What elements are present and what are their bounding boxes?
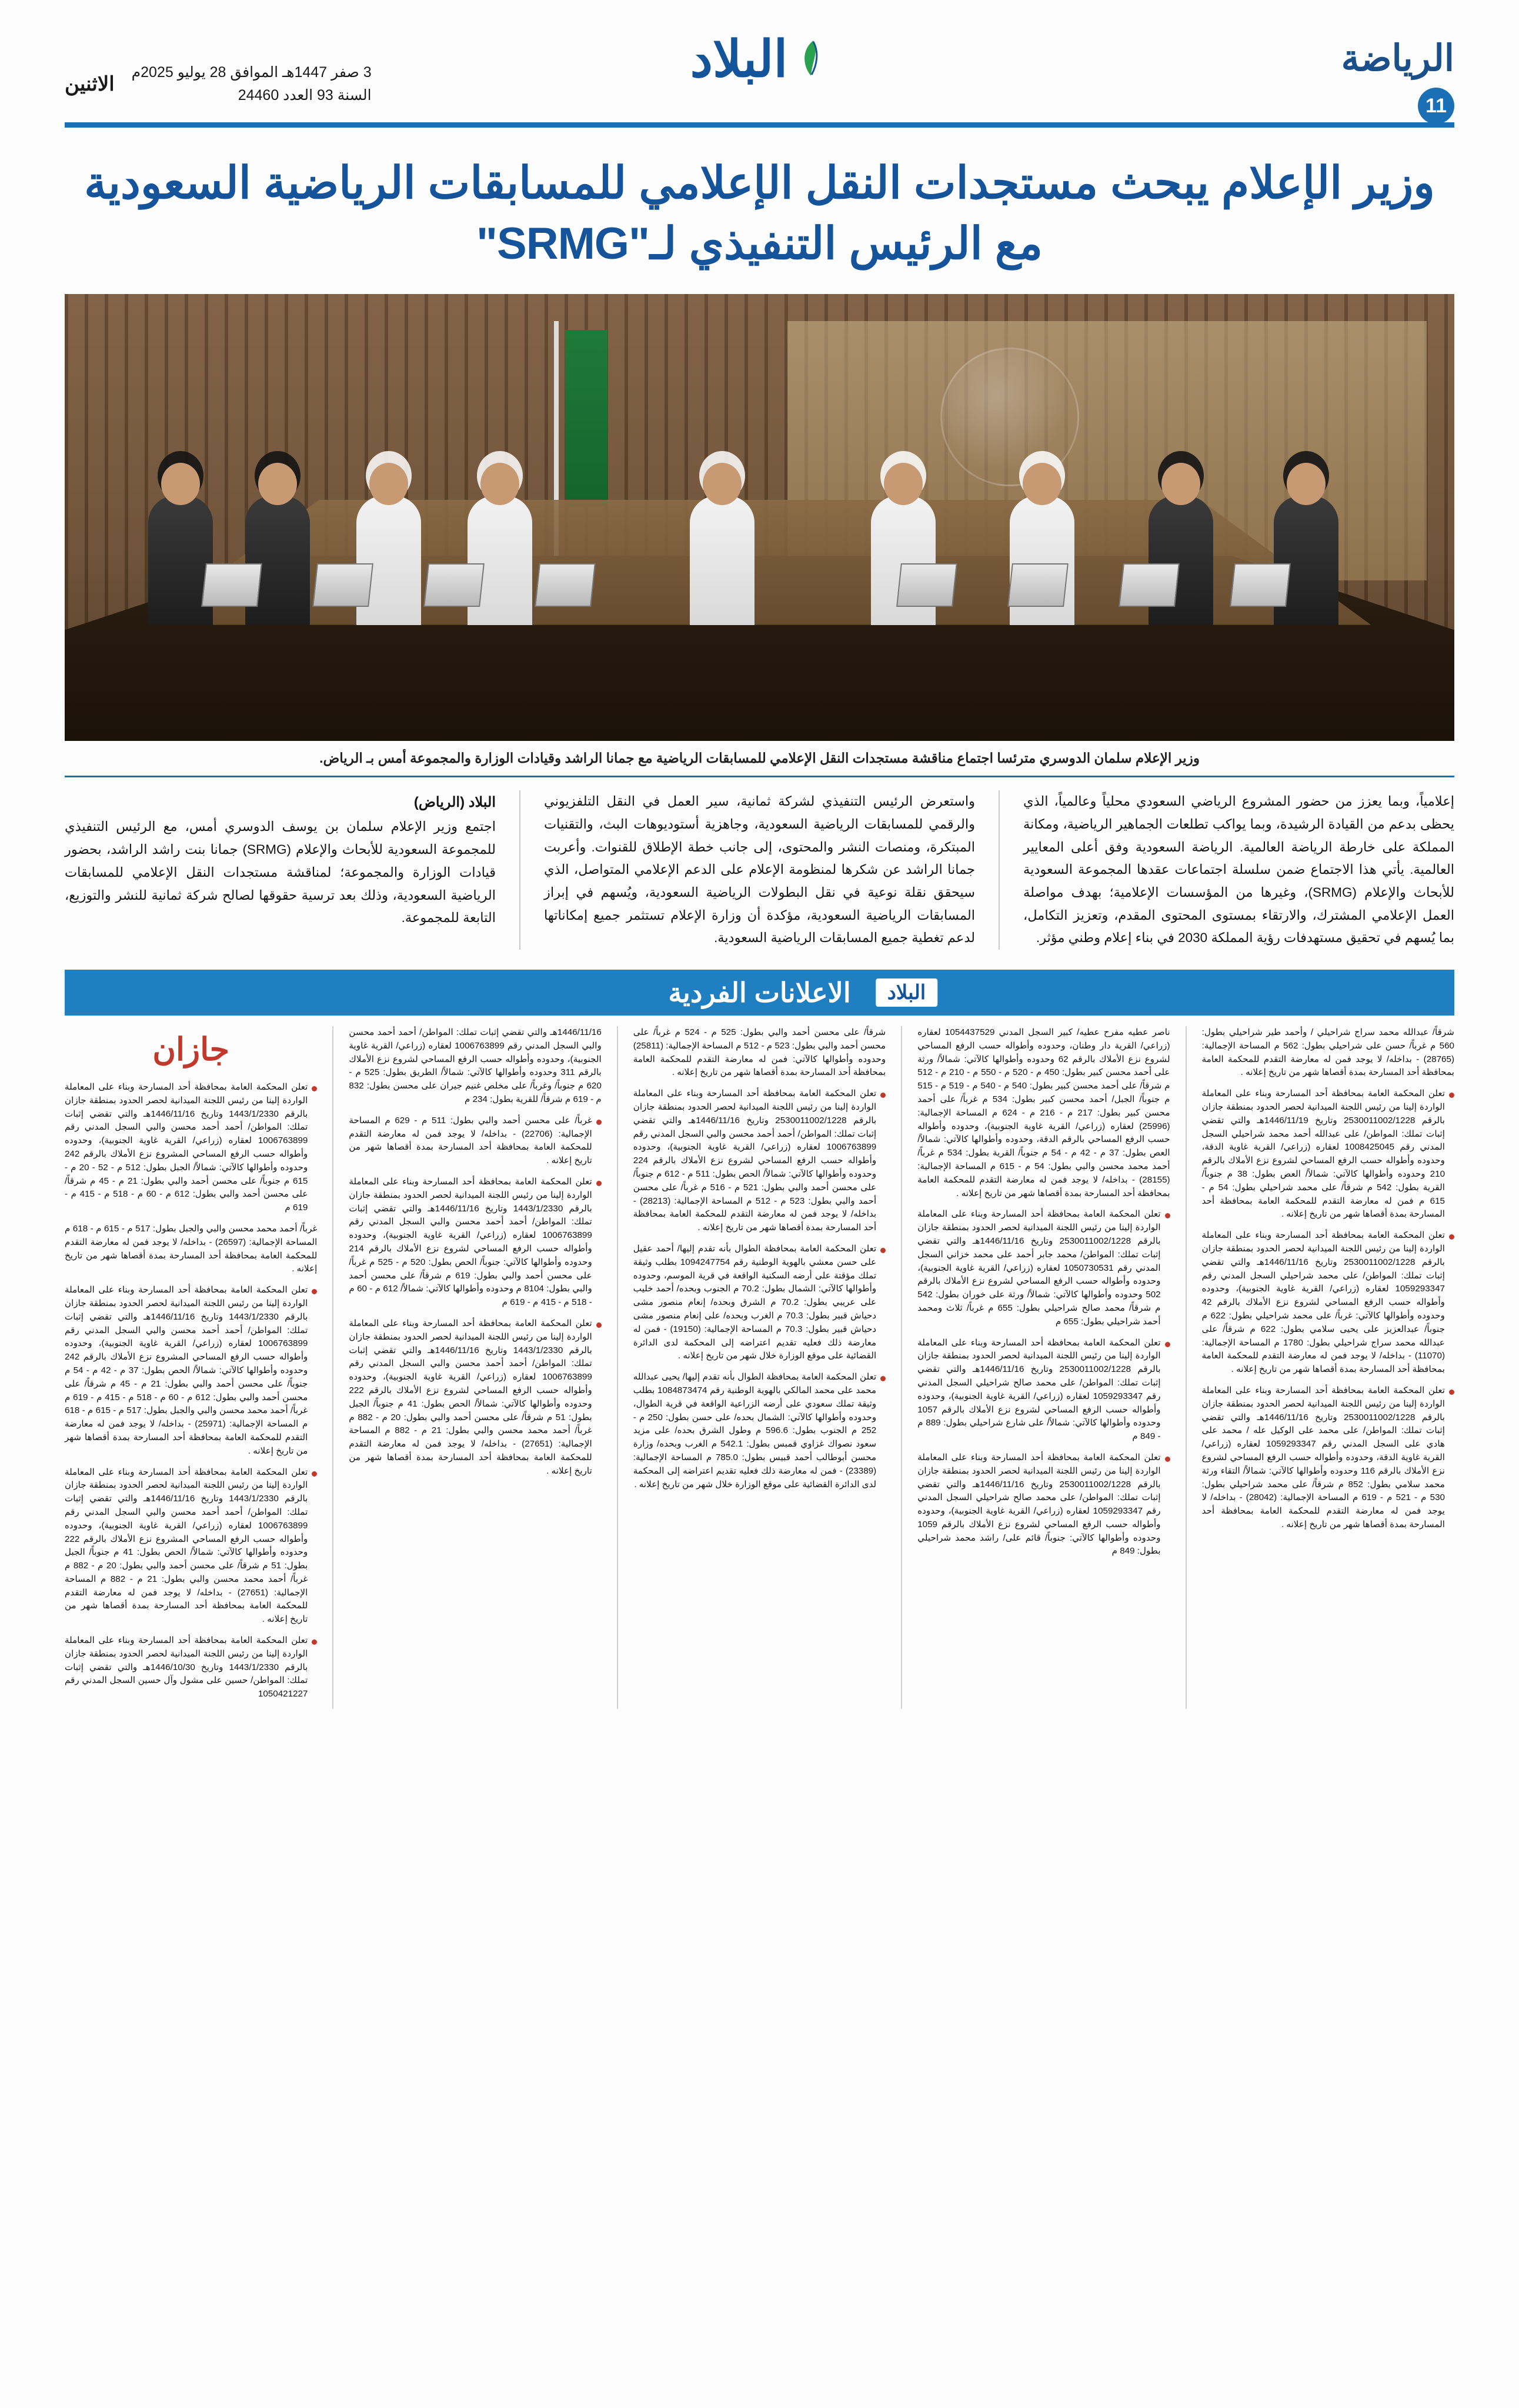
masthead	[65, 0, 1454, 118]
list-item: تعلن المحكمة العامة بمحافظة أحد المسارحة وبناء على المعاملة الواردة إلينا من رئيس اللجنة الميدانية لحصر الحدود بمنطقة جازان بالرقم 1443/1/2330 وتاريخ 1446/11/16هـ والتي تقضي إثبات تملك: المواطن/ أحمد أحمد محسن والبي السجل المدني رقم 1006763899 لعقاره (زراعي/ القرية غاوية الجنوبية)، وحدوده وأطواله حسب الرفع المساحي المشروع نزع الأملاك بالرقم 222 وحدوده وأطوالها كالآتي: شمالاً/ الحص بطول: 41 م جنوباً/ الجبل بطول: 51 م شرقاً/ على محسن أحمد والبي بطول: 20 م - 882 م غرباً/ أحمد محمد محسن والبي بطول: 21 م - 882 م المساحة الإجمالية: (27651) - بداخله/ لا يوجد فمن له معارضة التقدم للمحكمة العامة بمحافظة أحد المسارحة بمدة أقصاها شهر من تاريخ إعلانه .	[65, 1466, 317, 1627]
masthead-rule	[65, 122, 1454, 128]
list-item: غرباً/ على محسن أحمد والبي بطول: 511 م - 629 م المساحة الإجمالية: (22706) - بداخله/ لا يوجد فمن له معارضة التقدم للمحكمة العامة بمحافظة أحد المسارحة بمدة أقصاها شهر من تاريخ إعلانه .	[349, 1114, 601, 1168]
classifieds-logo: البلاد	[876, 978, 938, 1007]
column-separator	[901, 1026, 902, 1709]
newspaper-logo	[690, 31, 829, 88]
logo-leaf-icon	[796, 38, 829, 81]
article-headline: وزير الإعلام يبحث مستجدات النقل الإعلامي للمسابقات الرياضية السعودية مع الرئيس التنفيذي لـ"SRMG"	[84, 158, 1435, 269]
list-item: تعلن المحكمة العامة بمحافظة أحد المسارحة وبناء على المعاملة الواردة إلينا من رئيس اللجنة الميدانية لحصر الحدود بمنطقة جازان بالرقم 1443/1/2330 وتاريخ 1446/11/16هـ والتي تقضي إثبات تملك: المواطن/ أحمد أحمد محسن والبي السجل المدني رقم 1006763899 لعقاره (زراعي/ القرية غاوية الجنوبية)، وحدوده وأطواله حسب الرفع المساحي لشروع نزع الأملاك بالرقم 222 وحدوده وأطوالها كالآتي: شمالاً/ الحص بطول: 41 م جنوباً/ الجبل بطول: 51 م شرقاً/ على محسن أحمد والبي بطول: 20 م - 882 م غرباً/ أحمد محمد محسن والبي بطول: 21 م - 882 م المساحة الإجمالية: (27651) - بداخله/ لا يوجد فمن له معارضة التقدم للمحكمة العامة بمحافظة أحد المسارحة بمدة أقصاها شهر من تاريخ إعلانه .	[349, 1317, 601, 1478]
list-item: تعلن المحكمة العامة بمحافظة أحد المسارحة وبناء على المعاملة الواردة إلينا من رئيس اللجنة الميدانية لحصر الحدود بمنطقة جازان بالرقم 2530011002/1228 وتاريخ 1446/11/16هـ والتي تقضي إثبات تملك: المواطن/ أحمد أحمد محسن والبي السجل المدني رقم 1006763899 لعقاره (زراعي/ القرية غاوية الجنوبية)، وحدوده وأطواله حسب الرفع المساحي لشروع نزع الأملاك بالرقم 224 وحدوده وأطوالها كالآتي: شمالاً/ الحص بطول: 511 م - 612 م جنوباً/ على محسن أحمد والبي بطول: 521 م - 516 م غرباً/ على محسن أحمد والبي بطول: 523 م - 512 م المساحة الإجمالية: (28213) - بداخله/ لا يوجد فمن له معارضة التقدم للمحكمة العامة بمحافظة أحد المسارحة بمدة أقصاها شهر من تاريخ إعلانه .	[633, 1087, 886, 1235]
list-item: تعلن المحكمة العامة بمحافظة أحد المسارحة وبناء على المعاملة الواردة إلينا من رئيس اللجنة الميدانية لحصر الحدود بمنطقة جازان بالرقم 2530011002/1228 وتاريخ 1446/11/19هـ والتي تقضي إثبات تملك: المواطن/ على عبدالله أحمد محمد شراحيلي السجل المدني رقم 1008425045 لعقاره (زراعي/ القرية غاوية الدقة، وحدوده وأطواله حسب الرفع المساحي لشروع نزع الأملاك بالرقم 210 وحدوده وأطوالها كالآتي: شمالاً/ العص بطول: 38 م جنوباً/ القرية بطول: 542 م شرقاً/ على محمد شراحيلي بطول: 54 م - 615 م فمن له معارضة التقدم للمحكمة العامة بمحافظة أحد المسارحة بمدة أقصاها شهر من تاريخ إعلانه .	[1202, 1087, 1454, 1221]
list-item: 1446/11/16هـ والتي تقضي إثبات تملك: المواطن/ أحمد أحمد محسن والبي السجل المدني رقم 1006763899 لعقاره (زراعي/ القرية غاوية الجنوبية)، وحدوده وأطواله حسب الرفع المساحي لشروع نزع الأملاك بالرقم 311 وحدوده وأطوالها كالآتي: شمالاً/ الطريق بطول: 525 م - 620 م جنوباً/ وغرباً/ على مخلص غنيم جيران على محسن بطول: 832 م - 619 م شرقاً/ للقرية بطول: 234 م	[349, 1027, 602, 1104]
weekday-label: الاثنين	[65, 72, 115, 95]
list-item: تعلن المحكمة العامة بمحافظة أحد المسارحة وبناء على المعاملة الواردة إلينا من رئيس اللجنة الميدانية لحصر الحدود بمنطقة جازان بالرقم 2530011002/1228 وتاريخ 1446/11/16هـ والتي تقضي إثبات تملك: المواطن/ محمد جابر أحمد على محمد خزاني السجل المدني رقم 1050730531 لعقاره (زراعي/ القرية غاوية الجنوبية)، وحدوده وأطواله حسب الرفع المساحي لشروع نزع الأملاك بالرقم 502 وحدوده وأطوالها كالآتي: شمالاً/ ورثة على خوران بطول: 542 م شرقاً/ محمد صالح شراحيلي بطول: 655 م غرباً/ ثلاث ومحمد أحمد شراحيلي بطول: 655 م	[917, 1208, 1170, 1328]
logo-text: البلاد	[690, 31, 788, 88]
list-item: تعلن المحكمة العامة بمحافظة الطوال بأنه تقدم إليها/ أحمد عقيل على حسن معشي بالهوية الوطنية رقم 1094247754 بطلب وثيقة تملك مؤقتة على أرضه السكنية الواقعة في قرية الموسم، وحدوده وأطوالها كالآتي: الشمال بطول: 70.2 م الجنوب وبحده/ أحمد خليب على عريبي بطول: 70.2 م الشرق وبحده/ إنعام منصور مشى دحياش قبير بطول: 70.3 م الغرب وبحده/ على إنعام منصور مشى دحياش قبير بطول: 70.3 م المساحة الإجمالية: (19150) - فمن له معارضة ذلك فعليه تقديم اعتراضه إلى المحكمة لدى الدائرة القضائية على موقع الوزارة خلال شهر من تاريخ إعلانه .	[633, 1243, 886, 1363]
masthead-right	[1341, 38, 1454, 124]
lead-column-3-body: اجتمع وزير الإعلام سلمان بن يوسف الدوسري أمس، مع الرئيس التنفيذي للمجموعة السعودية للأبحاث والإعلام (SRMG) جمانا بنت راشد الراشد، بحضور قيادات الوزارة والمجموعة؛ لمناقشة مستجدات النقل الإعلامي للمسابقات الرياضية السعودية، وذلك بعد ترسية حقوقها لصالح شركة ثمانية للنشر والتوزيع، التابعة للمجموعة.	[65, 819, 496, 926]
list-item: تعلن المحكمة العامة بمحافظة أحد المسارحة وبناء على المعاملة الواردة إلينا من رئيس اللجنة الميدانية لحصر الحدود بمنطقة جازان بالرقم 2530011002/1228 وتاريخ 1446/11/16هـ والتي تقضي إثبات تملك: المواطن/ على محمد شراحيلي السجل المدني رقم 1059293347 لعقاره (زراعي/ القرية غاوية الجنوبية)، وحدوده وأطواله حسب الرفع المساحي لشروع نزع الأملاك بالرقم 42 وحدوده وأطوالها كالآتي: غرباً/ على محمد شراحيلي بطول: 622 م جنوباً/ عبدالعزيز على يحيى سلامي بطول: 622 م شرقاً/ على عبدالله محمد سراج شراحيلي بطول: 1780 م المساحة الإجمالية: (11070) - بداخله/ لا يوجد فمن له معارضة التقدم للمحكمة العامة بمحافظة أحد المسارحة بمدة أقصاها شهر من تاريخ إعلانه .	[1202, 1229, 1454, 1377]
classifieds-column-3	[633, 1026, 886, 1709]
classifieds-region-title: جازان	[152, 1032, 229, 1067]
column-separator	[1186, 1026, 1187, 1709]
list-item: تعلن المحكمة العامة بمحافظة أحد المسارحة وبناء على المعاملة الواردة إلينا من رئيس اللجنة الميدانية لحصر الحدود بمنطقة جازان بالرقم 1443/1/2330 وتاريخ 1446/11/16هـ والتي تقضي إثبات تملك: المواطن/ أحمد أحمد محسن والبي السجل المدني رقم 1006763899 لعقاره (زراعي/ القرية غاوية الجنوبية)، وحدوده وأطواله حسب الرفع المساحي المشروع نزع الأملاك بالرقم 242 وحدوده وأطوالها كالآتي: شمالاً/ الحص بطول: 37 م - 42 م - 54 م جنوباً/ على محسن أحمد والبي بطول: 21 م - 45 م شرقاً/ على محسن أحمد والبي بطول: 612 م - 60 م - 518 م - 415 م - 619 م غرباً/ أحمد محمد محسن والبي والجبل بطول: 517 م - 615 م - 618 م المساحة الإجمالية: (25971) - بداخله/ لا يوجد فمن له معارضة التقدم للمحكمة العامة بمحافظة أحد المسارحة بمدة أقصاها شهر من تاريخ إعلانه .	[65, 1284, 317, 1458]
page-number-badge: 11	[1418, 88, 1454, 124]
list-item: تعلن المحكمة العامة بمحافظة أحد المسارحة وبناء على المعاملة الواردة إلينا من رئيس اللجنة الميدانية لحصر الحدود بمنطقة جازان بالرقم 1443/1/2330 وتاريخ 1446/11/16هـ والتي تقضي إثبات تملك: المواطن/ أحمد أحمد محسن والبي السجل المدني رقم 1006763899 لعقاره (زراعي/ القرية غاوية الجنوبية)، وحدوده وأطواله حسب الرفع المساحي المشروع نزع الأملاك بالرقم 242 وحدوده وأطوالها كالآتي: شمالاً/ الجبل بطول: 512 م - 52 - 20 م - 615 م جنوباً/ على محسن أحمد والبي بطول: 21 م - 45 م شرقاً/ على محسن أحمد والبي بطول: 612 م - 60 م - 518 م - 415 م - 619 م	[65, 1081, 317, 1215]
classifieds-column-1	[65, 1026, 317, 1709]
classifieds-column-2	[349, 1026, 601, 1709]
classifieds-column-5	[1202, 1026, 1454, 1709]
list-item: غرباً/ أحمد محمد محسن والبي والجبل بطول: 517 م - 615 م - 618 م المساحة الإجمالية: (26597) - بداخله/ لا يوجد فمن له معارضة التقدم للمحكمة العامة بمحافظة أحد المسارحة بمدة أقصاها شهر من تاريخ إعلانه .	[64, 1223, 318, 1274]
lead-byline: البلاد (الرياض)	[413, 794, 496, 811]
list-item: تعلن المحكمة العامة بمحافظة أحد المسارحة وبناء على المعاملة الواردة إلينا من رئيس اللجنة الميدانية لحصر الحدود بمنطقة جازان بالرقم 2530011002/1228 وتاريخ 1446/11/16هـ والتي تقضي إثبات تملك: المواطن/ على محمد على الوكيل عله / محمد على هادي على السجل المدني رقم 1059293347 لعقاره (زراعي/ القرية غاوية الدقة، وحدوده وأطواله حسب الرفع المساحي لشروع نزع الأملاك بالرقم 116 وحدوده وأطوالها كالآتي: شمالاً/ التقاء ورثة محمد سلامي بطول: 852 م شرقاً/ على محمد شراحيلي بطول: 530 م - 521 م - 619 م المساحة الإجمالية: (28042) - بداخله/ لا يوجد فمن له معارضة التقدم للمحكمة العامة بمحافظة أحد المسارحة بمدة أقصاها شهر من تاريخ إعلانه .	[1202, 1384, 1454, 1532]
list-item: تعلن المحكمة العامة بمحافظة الطوال بأنه تقدم إليها/ يحيى عبدالله محمد على محمد المالكي بالهوية الوطنية رقم 1084873474 بطلب وثيقة تملك سعودي على أرضه الزراعية الواقعة في قرية الطوال، وحدوده وأطوالها كالآتي: الشمال بحده/ على حسن بطول: 250 م - 252 م الجنوب بطول: 596.6 م وطول الشرق بحده/ على مزيد سعود نصواك غزاوي قمبس بطول: 542.1 م الغرب وبحده/ وزارة محسن أبوطالب أحمد قبيس بطول: 785.0 م المساحة الإجمالية: (23389) - فمن له معارضة ذلك فعليه تقديم اعتراضه إلى المحكمة لدى الدائرة القضائية على موقع الوزارة خلال شهر من تاريخ إعلانه .	[633, 1371, 886, 1491]
list-item: تعلن المحكمة العامة بمحافظة أحد المسارحة وبناء على المعاملة الواردة إلينا من رئيس اللجنة الميدانية لحصر الحدود بمنطقة جازان بالرقم 2530011002/1228 وتاريخ 1446/11/16هـ والتي تقضي إثبات تملك: المواطن/ على محمد صالح شراحيلي السجل المدني رقم 1059293347 لعقاره (زراعي/ القرية غاوية الجنوبية)، وحدوده وأطواله حسب الرفع المساحي لشروع نزع الأملاك بالرقم 1057 وحدوده وأطوالها كالآتي: شمالاً/ على شارع شراحيلي بطول: 889 م - 849 م	[917, 1337, 1170, 1444]
lead-column-1: إعلامياً، وبما يعزز من حضور المشروع الرياضي السعودي محلياً وعالمياً، الذي يحظى بدعم من القيادة الرشيدة، وبما يواكب تطلعات الجماهير الرياضية، ومكانة المملكة على خارطة الرياضة العالمية. الرياضة السعودية وفق أعلى المعايير العالمية. يأتي هذا الاجتماع ضمن سلسلة اجتماعات عقدها المجموعة السعودية للأبحاث والإعلام (SRMG)، وغيرها من المؤسسات الإعلامية؛ بهدف مواصلة العمل الإعلامي المشترك، والارتقاء بمستوى المحتوى المقدم، وتعزيز التكامل، بما يُسهم في تحقيق مستهدفات رؤية المملكة 2030 في بناء إعلام وطني مؤثر.	[1023, 794, 1454, 946]
list-item: تعلن المحكمة العامة بمحافظة أحد المسارحة وبناء على المعاملة الواردة إلينا من رئيس اللجنة الميدانية لحصر الحدود بمنطقة جازان بالرقم 1443/1/2330 وتاريخ 1446/11/16هـ والتي تقضي إثبات تملك: المواطن/ أحمد أحمد محسن والبي السجل المدني رقم 1006763899 لعقاره (زراعي/ القرية غاوية الجنوبية)، وحدوده وأطواله حسب الرفع المساحي لشروع نزع الأملاك بالرقم 214 وحدوده وأطوالها كالآتي: جنوباً/ الحص بطول: 520 م - 525 م غرباً/ على محسن أحمد والبي بطول: 619 م شرقاً/ على محسن أحمد والبي بطول: 8104 م وحدوده وأطوالها كالآتي: شمالاً/ 612 م - 60 م - 518 م - 415 م - 619 م	[349, 1175, 601, 1310]
section-title: الرياضة	[1341, 38, 1454, 79]
dateline	[132, 61, 372, 107]
dateline-date: 3 صفر 1447هـ الموافق 28 يوليو 2025م	[131, 64, 372, 81]
classifieds-header-bar	[65, 970, 1454, 1016]
lead-story	[65, 790, 1454, 950]
caption-rule	[65, 776, 1454, 777]
column-separator	[519, 790, 520, 950]
issue-line: السنة 93 العدد 24460	[238, 87, 372, 103]
classifieds-column-4	[917, 1026, 1170, 1709]
column-separator	[999, 790, 1000, 950]
masthead-left	[65, 58, 372, 107]
list-item: تعلن المحكمة العامة بمحافظة أحد المسارحة وبناء على المعاملة الواردة إلينا من رئيس اللجنة الميدانية لحصر الحدود بمنطقة جازان بالرقم 2530011002/1228 وتاريخ 1446/11/16هـ والتي تقضي إثبات تملك: المواطن/ على محمد صالح شراحيلي السجل المدني رقم 1059293347 لعقاره (زراعي/ القرية غاوية الجنوبية)، وحدوده وأطواله حسب الرفع المساحي لشروع نزع الأملاك بالرقم 1059 وحدوده وأطوالها كالآتي: جنوباً/ قائم على/ راشد محمد شراحيلي بطول: 849 م	[917, 1451, 1170, 1558]
list-item: ناصر عطيه مفرح عطيه/ كبير السجل المدني 1054437529 لعقاره (زراعي/ القرية دار وطنان، وحدوده وأطواله حسب الرفع المساحي لشروع نزع الأملاك بالرقم 62 وحدوده وأطوالها كالآتي: شمالاً/ ورثة على أحمد محسن كبير بطول: 450 م - 520 م - 550 م - 210 م - 512 م شرقاً/ على أحمد محسن كبير بطول: 540 م - 540 م - 519 م - 515 م جنوباً/ الجبل/ أحمد محسن كبير بطول: 534 م غرباً/ على أحمد محسن كبير بطول: 217 م - 216 م - 624 م المساحة الإجمالية: (25996) لعقاره (زراعي/ القرية غاوية الجنوبية)، وحدوده وأطواله حسب الرفع المساحي بالرقم الدقة، وحدوده وأطوالها كالآتي: شمالاً/ العص بطول: 37 م - 42 م - 54 م جنوباً/ القرية بطول: 534 م غرباً/ أحمد محمد محسن والبي بطول: 54 م - 615 م المساحة الإجمالية: (28155) - بداخله/ لا يوجد فمن له معارضة التقدم للمحكمة العامة بمحافظة أحد المسارحة بمدة أقصاها شهر من تاريخ إعلانه .	[917, 1027, 1170, 1198]
column-separator	[332, 1026, 333, 1709]
list-item: شرقاً/ على محسن أحمد والبي بطول: 525 م - 524 م غرباً/ على محسن أحمد والبي بطول: 523 م - 512 م المساحة الإجمالية: (25811) وحدوده وأطوالها كالآتي: فمن له معارضة التقدم للمحكمة العامة بمحافظة أحد المسارحة بمدة أقصاها شهر من تاريخ إعلانه .	[633, 1027, 886, 1078]
lead-column-2: واستعرض الرئيس التنفيذي لشركة ثمانية، سير العمل في النقل التلفزيوني والرقمي للمسابقات الرياضية السعودية، وجاهزية أستوديوهات البث، والتقنيات المبتكرة، ومنصات النشر والمحتوى، إلى جانب خطة الإطلاق للقنوات. وأعربت جمانا الراشد عن شكرها لمنظومة الإعلام على الدعم الإعلامي المتواصل، الذي سيحقق نقلة نوعية في نقل البطولات الرياضية السعودية، ويُسهم في إبراز المسابقات الرياضية السعودية، مؤكدة أن وزارة الإعلام تستثمر جميع إمكاناتها لدعم تغطية جميع المسابقات الرياضية السعودية.	[544, 794, 975, 946]
classifieds-title: الاعلانات الفردية	[668, 977, 851, 1008]
article-photo	[65, 294, 1454, 741]
column-separator	[617, 1026, 618, 1709]
lead-column-3	[65, 790, 496, 950]
list-item: تعلن المحكمة العامة بمحافظة أحد المسارحة وبناء على المعاملة الواردة إلينا من رئيس اللجنة الميدانية لحصر الحدود بمنطقة جازان بالرقم 1443/1/2330 وتاريخ 1446/10/30هـ والتي تقضي إثبات تملك: المواطن/ حسين على مشول وآل حسين السجل المدني رقم 1050421227	[65, 1634, 317, 1701]
photo-caption: وزير الإعلام سلمان الدوسري مترئسا اجتماع مناقشة مستجدات النقل الإعلامي للمسابقات الرياضية مع جمانا الراشد وقيادات الوزارة والمجموعة أمس بـ الرياض.	[319, 750, 1200, 766]
list-item: شرقاً/ عبدالله محمد سراج شراحيلي / وأحمد طير شراحيلي بطول: 560 م غرباً/ حسن على شراحيلي بطول: 562 م المساحة الإجمالية: (28765) - بداخله/ لا يوجد فمن له معارضة التقدم للمحكمة العامة بمحافظة أحد المسارحة بمدة أقصاها شهر من تاريخ إعلانه .	[1201, 1027, 1454, 1078]
classifieds-body	[65, 1026, 1454, 1709]
